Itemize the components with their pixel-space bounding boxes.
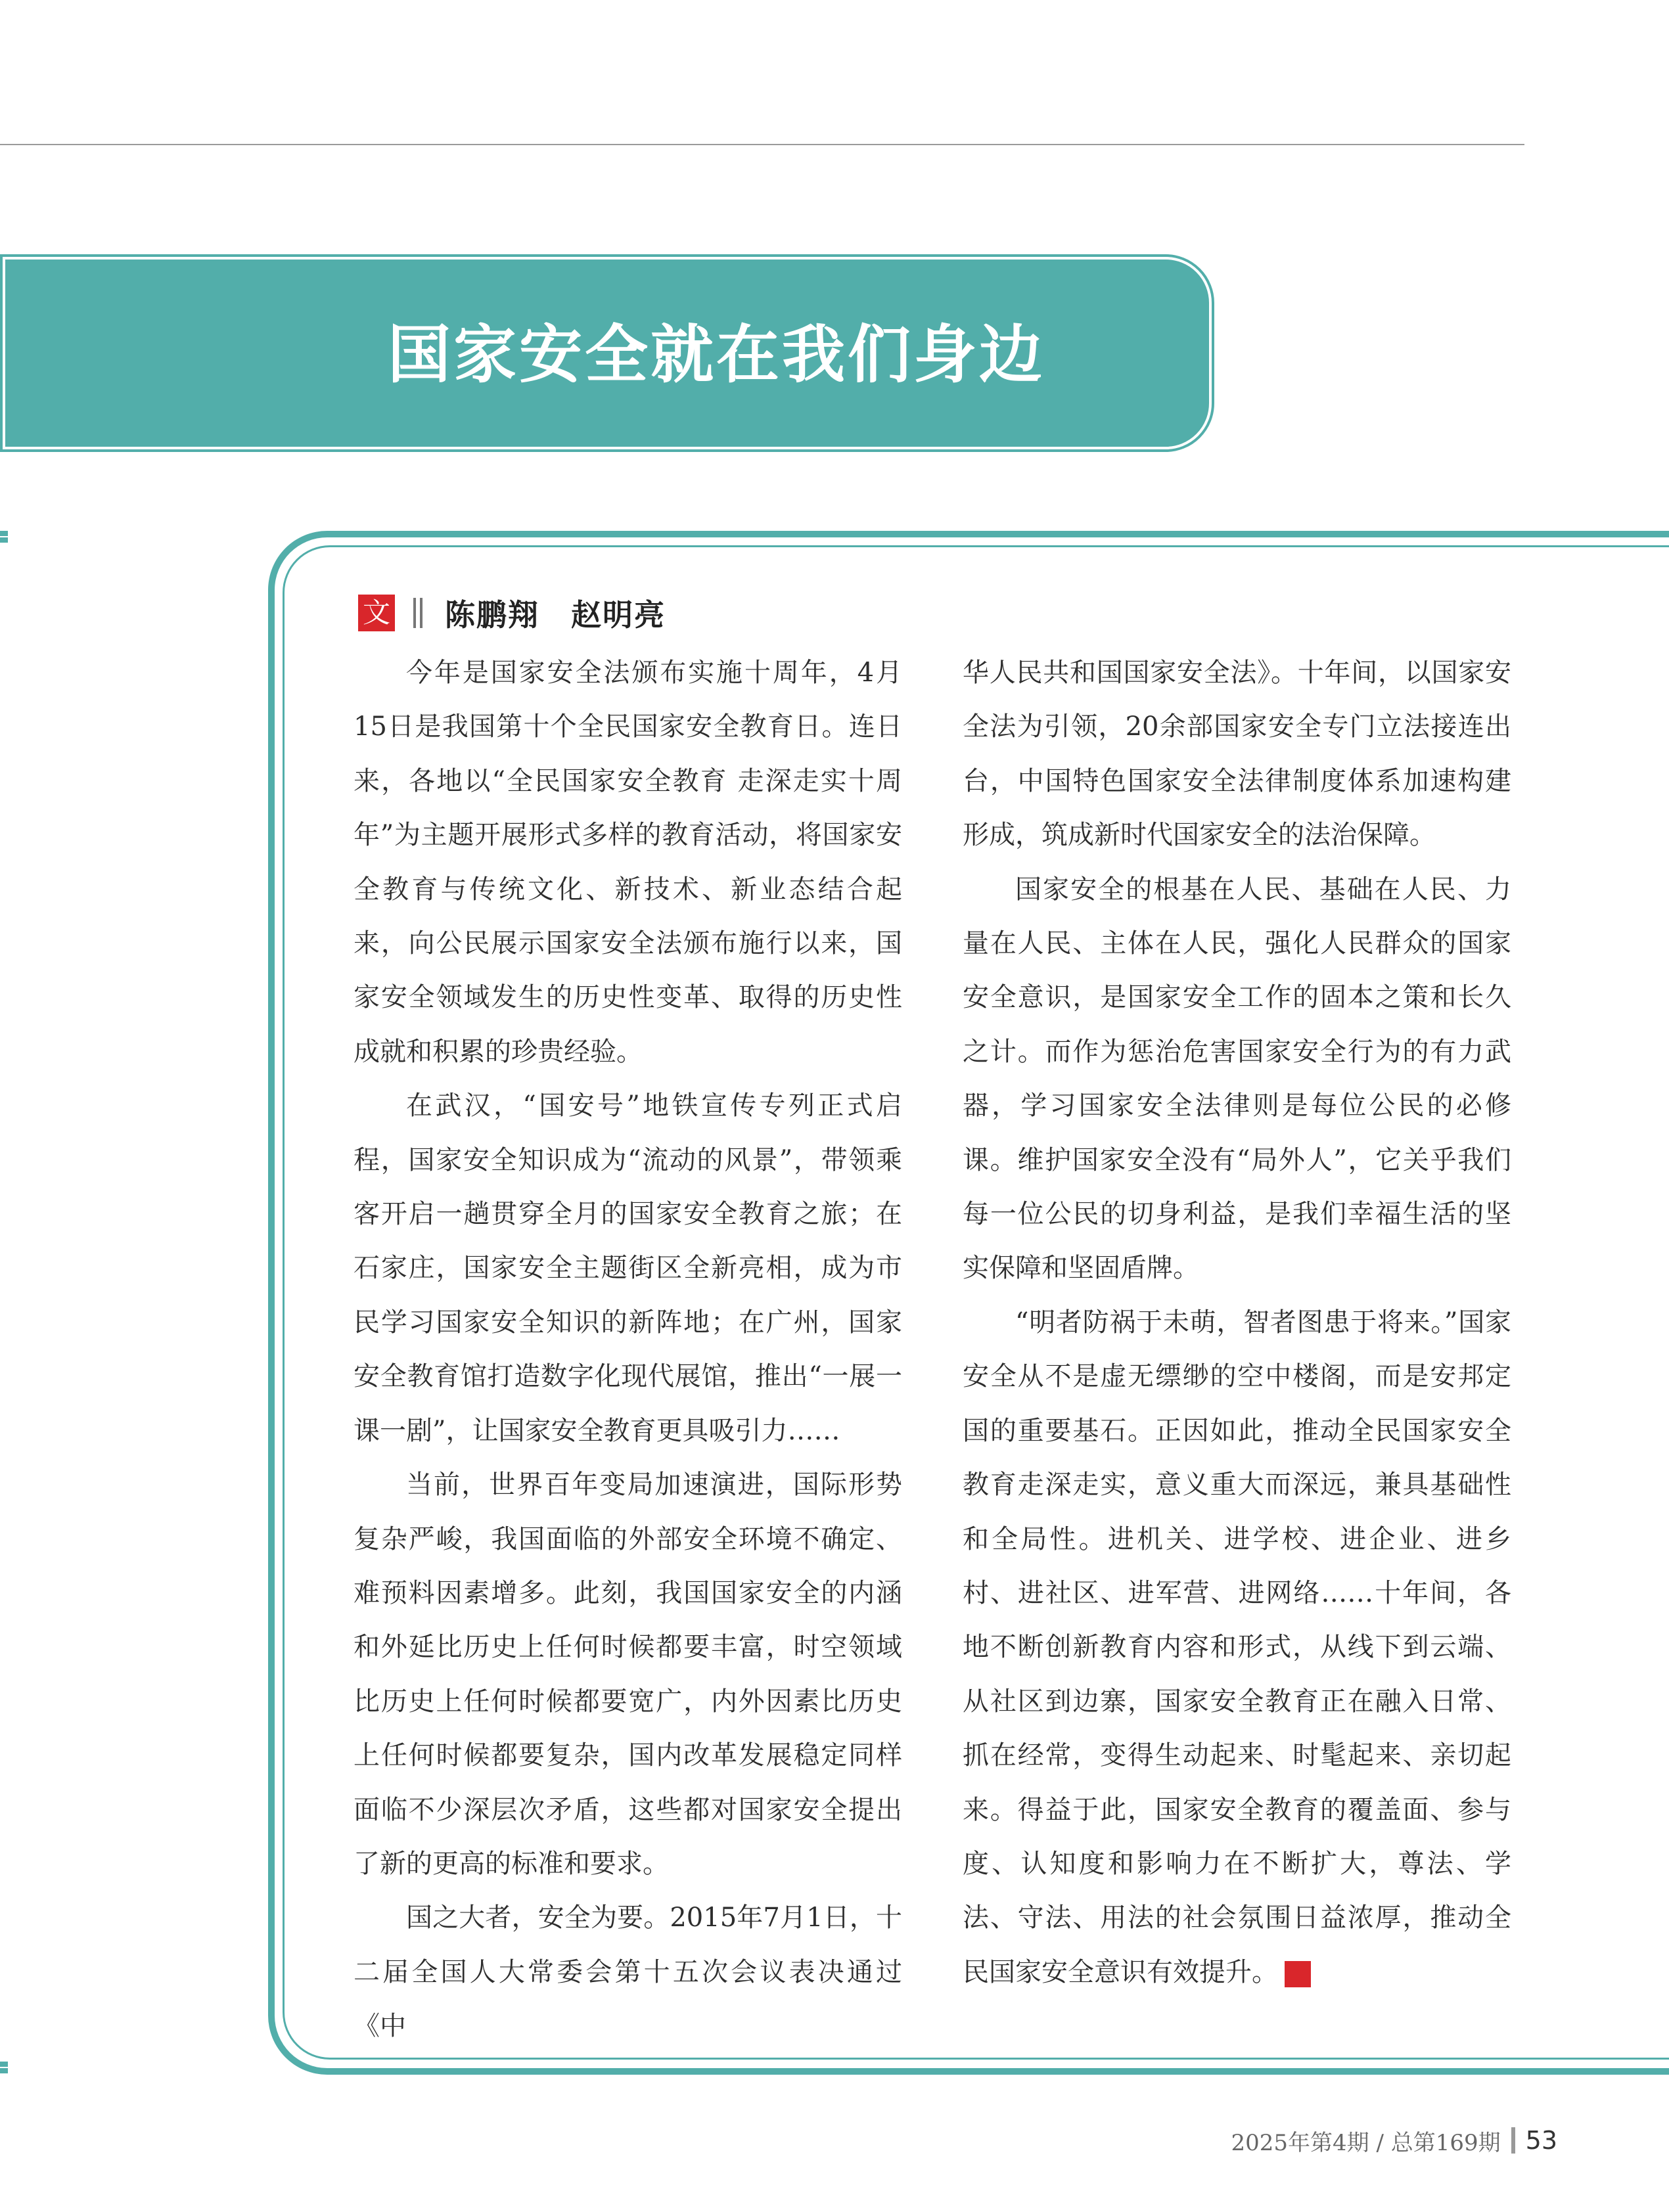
page-number: 53 [1525, 2126, 1557, 2155]
paragraph-continued: 华人民共和国国家安全法》。十年间，以国家安全法为引领，20余部国家安全专门立法接连出台，中国特色国家安全法律制度体系加速构建形成，筑成新时代国家安全的法治保障。 [963, 658, 1511, 851]
paragraph: 在武汉，“国安号”地铁宣传专列正式启程，国家安全知识成为“流动的风景”，带领乘客开启一趟贯穿全月的国家安全教育之旅；在石家庄，国家安全主题街区全新亮相，成为市民学习国家安全知识的新阵地；在广州，国家安全教育馆打造数字化现代展馆，推出“一展一课一剧”，让国家安全教育更具吸引力…… [354, 1091, 902, 1446]
byline-mark-badge: 文 [358, 595, 395, 631]
byline [358, 593, 666, 633]
issue-info: 2025年第4期 / 总第169期 [1231, 2129, 1501, 2156]
byline-separator [413, 598, 423, 628]
article-column-left [354, 646, 902, 2054]
page-footer [1202, 2121, 1557, 2160]
margin-tick-top [0, 531, 8, 536]
paragraph-last [963, 1296, 1511, 1999]
article-column-right [963, 646, 1511, 1999]
margin-tick-bottom-2 [0, 2068, 8, 2073]
byline-authors: 陈鹏翔 赵明亮 [445, 597, 666, 633]
paragraph: 当前，世界百年变局加速演进，国际形势复杂严峻，我国面临的外部安全环境不确定、难预料因素增多。此刻，我国国家安全的内涵和外延比历史上任何时候都要丰富，时空领域比历史上任何时候都要宽广，内外因素比历史上任何时候都要复杂，国内改革发展稳定同样面临不少深层次矛盾，这些都对国家安全提出了新的更高的标准和要求。 [354, 1470, 902, 1879]
paragraph: 国家安全的根基在人民、基础在人民、力量在人民、主体在人民，强化人民群众的国家安全意识，是国家安全工作的固本之策和长久之计。而作为惩治危害国家安全行为的有力武器，学习国家安全法律则是每位公民的必修课。维护国家安全没有“局外人”，它关乎我们每一位公民的切身利益，是我们幸福生活的坚实保障和坚固盾牌。 [963, 874, 1511, 1284]
footer-separator [1511, 2127, 1515, 2154]
paragraph-text: “明者防祸于未萌，智者图患于将来。”国家安全从不是虚无缥缈的空中楼阁，而是安邦定国的重要基石。正因如此，推动全民国家安全教育走深走实，意义重大而深远，兼具基础性和全局性。进机关、进学校、进企业、进乡村、进社区、进军营、进网络……十年间，各地不断创新教育内容和形式，从线下到云端、从社区到边寨，国家安全教育正在融入日常、抓在经常，变得生动起来、时髦起来、亲切起来。得益于此，国家安全教育的覆盖面、参与度、认知度和影响力在不断扩大，尊法、学法、守法、用法的社会氛围日益浓厚，推动全民国家安全意识有效提升。 [963, 1307, 1511, 1987]
margin-tick-bottom [0, 2062, 8, 2067]
paragraph: 国之大者，安全为要。2015年7月1日，十二届全国人大常委会第十五次会议表决通过《中 [354, 1903, 902, 2042]
margin-tick-top-2 [0, 537, 8, 543]
end-of-article-icon: G [1285, 1961, 1311, 1987]
paragraph: 今年是国家安全法颁布实施十周年，4月15日是我国第十个全民国家安全教育日。连日来，各地以“全民国家安全教育 走深走实十周年”为主题开展形式多样的教育活动，将国家安全教育与传统文化、新技术、新业态结合起来，向公民展示国家安全法颁布施行以来，国家安全领域发生的历史性变革、取得的历史性成就和积累的珍贵经验。 [354, 658, 902, 1067]
article-title: 国家安全就在我们身边 [388, 318, 1045, 392]
header-divider [0, 144, 1524, 145]
